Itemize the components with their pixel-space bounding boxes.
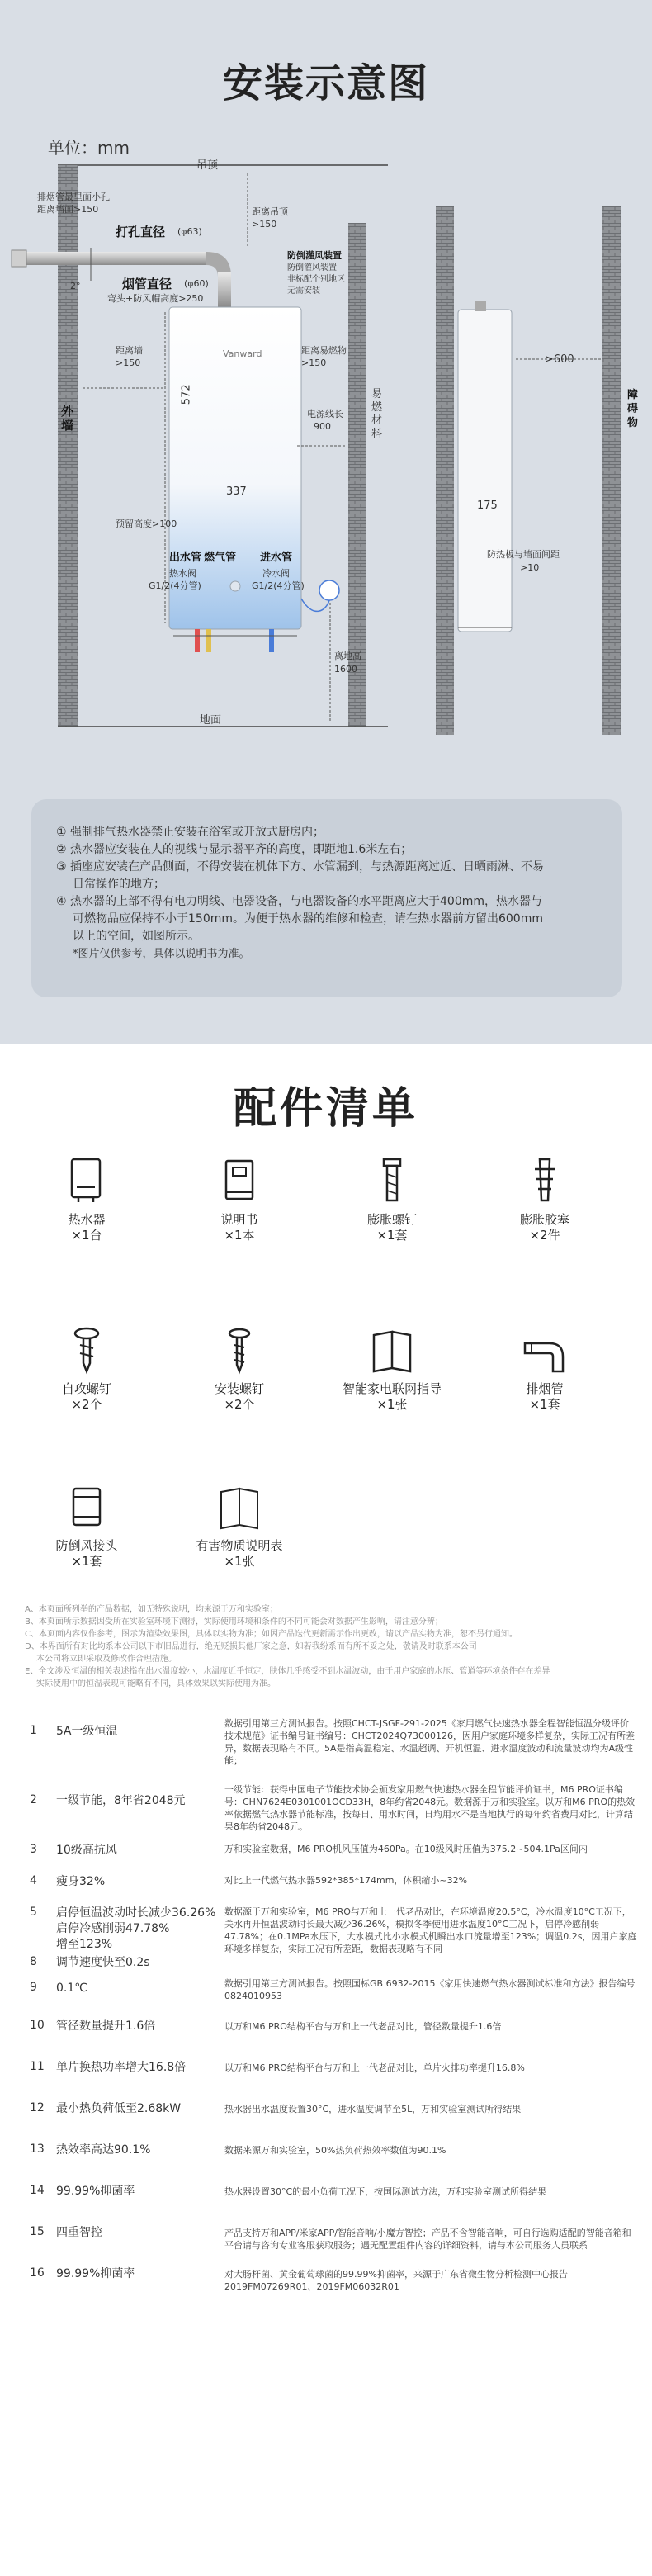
spec-no: 16: [30, 2266, 45, 2280]
ceiling-dist-1: 距离吊顶: [252, 206, 288, 217]
accessory-leaflet: [177, 1482, 301, 1570]
flue-diameter-value: (φ60): [184, 278, 209, 289]
install-screw-icon: [215, 1325, 264, 1375]
side-dist-1: 距离墙: [116, 345, 143, 356]
outlet-pipe-stub: [195, 629, 200, 652]
accessory-name: 防倒风接头: [55, 1538, 118, 1553]
accessory-qty: ×1套: [376, 1228, 408, 1243]
exhaust-pipe-vertical: [218, 272, 231, 307]
spec-no: 3: [30, 1843, 37, 1856]
power-socket-icon: [319, 580, 339, 600]
accessory-wall-plug: [483, 1156, 607, 1243]
spec-title: 99.99%抑菌率: [56, 2185, 135, 2198]
accessory-name: 膨胀螺钉: [366, 1212, 417, 1227]
windproof-title: 防倒灌风装置: [287, 250, 342, 261]
heater-icon: [62, 1156, 111, 1205]
accessory-qty: ×1套: [71, 1554, 102, 1569]
note-3: ③ 插座应安装在产品侧面，不得安装在机体下方、水管漏到，与热源距离过近、日晒雨淋、不易: [56, 860, 544, 874]
spec-desc: 数据引用第三方测试报告。按照CHCT-JSGF-291-2025《家用燃气快速热水器全程智能恒温分级评价技术规范》证书编号证书编号：CHCT2024Q73000126，因用户家庭环境多样复杂，实际工况有所差异，数据表现略有不同。5A是指高温稳定、水温超调、开机恒温、进水温度波动和流量波动均为A级性能；: [224, 1718, 635, 1766]
anti-backdraft-icon: [62, 1482, 111, 1532]
width-dimension: 337: [226, 485, 247, 498]
accessory-guide-book: [330, 1325, 454, 1413]
spec-title: 一级节能，8年省2048元: [56, 1794, 186, 1807]
spec-desc: 热水器设置30°C的最小负荷工况下，按国际测试方法，万和实验室测试所得结果: [224, 2186, 547, 2197]
spec-no: 15: [30, 2225, 45, 2238]
note-4-cont-1: 可燃物品应保持不小于150mm。为便于热水器的维修和检查，请在热水器前方留出600mm: [73, 912, 543, 926]
floor-dist-1: 离地高: [334, 651, 361, 661]
accessory-name: 智能家电联网指导: [342, 1381, 442, 1396]
note-4: ④ 热水器的上部不得有电力明线、电器设备，与电器设备的水平距离应大于400mm，热水器与: [56, 895, 542, 908]
spec-desc: 数据来源万和实验室，50%热负荷热效率数值为90.1%: [224, 2145, 446, 2156]
spec-desc: 对大肠杆菌、黄金葡萄球菌的99.99%抑菌率，来源于广东省微生物分析检测中心报告2019FM07269R01、2019FM06032R01: [224, 2269, 568, 2292]
accessories-title: 配件清单: [233, 1084, 418, 1134]
manual-icon: [215, 1156, 264, 1205]
accessory-qty: ×1张: [376, 1397, 408, 1412]
spec-no: 8: [30, 1955, 37, 1968]
accessory-heater: [25, 1156, 149, 1243]
exhaust-pipe-icon: [520, 1325, 569, 1375]
spec-desc: 万和实验室数据，M6 PRO机风压值为460Pa。在10级风时压值为375.2~504.1Pa区间内: [224, 1844, 588, 1854]
front-dist-label: >600: [545, 353, 574, 366]
spec-no: 13: [30, 2143, 45, 2156]
accessory-self-tapping-screw: [25, 1325, 149, 1413]
image-disclaimer: *图片仅供参考，具体以说明书为准。: [73, 948, 250, 960]
installation-diagram-section: [0, 0, 652, 1044]
disclaimer-b: B、本页面所示数据因受所在实验室环境下测得，实际使用环境和条件的不同可能会对数据产生影响，请注意分辨；: [25, 1617, 443, 1627]
accessory-qty: ×1本: [224, 1228, 255, 1243]
inlet-size-label: G1/2(4分管): [252, 580, 305, 591]
exhaust-note-2: 距离墙面>150: [37, 204, 99, 215]
accessory-qty: ×1套: [529, 1397, 560, 1412]
disclaimer-a: A、本页面所列举的产品数据，如无特殊说明，均来源于万和实验室；: [25, 1605, 278, 1614]
obstacle-label: 障碍物: [627, 389, 639, 429]
self-tapping-screw-icon: [62, 1325, 111, 1375]
drill-diameter-value: (φ63): [177, 226, 202, 237]
accessory-name: 自攻螺钉: [61, 1381, 111, 1396]
spec-title: 最小热负荷低至2.68kW: [56, 2102, 182, 2115]
expansion-bolt-icon: [367, 1156, 417, 1205]
spec-title: 瘦身32%: [56, 1875, 106, 1888]
brand-logo: Vanward: [223, 348, 262, 359]
spec-no: 5: [30, 1906, 37, 1919]
inlet-valve-label: 冷水阀: [262, 568, 290, 579]
outlet-pipe-label: 出水管: [169, 552, 202, 564]
ceiling-dist-2: >150: [252, 219, 277, 230]
accessory-name: 膨胀胶塞: [519, 1212, 569, 1227]
accessory-anti-backdraft: [25, 1482, 149, 1570]
spec-title: 0.1℃: [56, 1982, 87, 1995]
flammable-material-label: 易燃材料: [371, 388, 383, 440]
leaflet-icon: [215, 1482, 264, 1532]
installation-diagram: [0, 140, 652, 768]
spec-desc: 数据引用第三方测试报告。按照国标GB 6932-2015《家用快速燃气热水器测试标准和方法》报告编号0824010953: [224, 1978, 635, 2001]
obstacle-wall: [602, 206, 621, 735]
ceiling-label: 吊顶: [196, 159, 219, 172]
installation-notes: [31, 799, 622, 997]
side-flue-stub: [475, 301, 486, 311]
gas-pipe-label: 燃气管: [204, 552, 237, 564]
note-4-cont-2: 以上的空间，如图所示。: [73, 930, 200, 943]
spec-title: 单片换热功率增大16.8倍: [56, 2061, 187, 2074]
disclaimer-d-cont: 本公司将立即采取及修改作合理措施。: [36, 1655, 177, 1664]
accessory-name: 有害物质说明表: [196, 1538, 283, 1553]
accessory-install-screw: [177, 1325, 301, 1413]
windproof-3: 非标配个别地区: [287, 275, 345, 284]
spec-no: 10: [30, 2019, 45, 2032]
note-1: ① 强制排气热水器禁止安装在浴室或开放式厨房内；: [56, 826, 324, 839]
outlet-valve-label: 热水阀: [169, 568, 196, 579]
accessory-name: 热水器: [68, 1212, 106, 1227]
accessory-expansion-bolt: [330, 1156, 454, 1243]
accessory-name: 说明书: [220, 1212, 258, 1227]
exhaust-pipe: [18, 252, 213, 265]
disclaimer-e: E、全文涉及恒温的相关表述指在出水温度较小，水温度近乎恒定，肤体几乎感受不到水温波动，由于用户家庭的水压、管道等环境条件存在差异: [25, 1667, 550, 1676]
note-3-cont: 日常操作的地方；: [73, 878, 165, 891]
accessory-qty: ×2件: [529, 1228, 560, 1243]
windproof-4: 无需安装: [287, 286, 320, 296]
accessory-exhaust-pipe: [483, 1325, 607, 1413]
outer-wall-label: 外墙: [61, 404, 74, 433]
heater-side-view: [458, 310, 512, 632]
gas-pipe-stub: [206, 629, 211, 652]
unit-label: 单位：mm: [48, 138, 130, 158]
slope-label: 2°: [70, 281, 81, 291]
spec-no: 1: [30, 1724, 37, 1737]
spec-no: 4: [30, 1874, 37, 1887]
spec-title: 调节速度快至0.2s: [56, 1956, 150, 1969]
cable-label-1: 电源线长: [307, 409, 343, 419]
drill-diameter-label: 打孔直径: [116, 225, 166, 239]
reserved-height-label: 预留高度>100: [116, 519, 177, 529]
accessory-manual: [177, 1156, 301, 1243]
inlet-pipe-label: 进水管: [260, 552, 293, 564]
depth-dimension: 175: [477, 500, 498, 512]
power-cable: [301, 599, 329, 611]
spec-no: 14: [30, 2184, 45, 2197]
outer-wall: [58, 165, 78, 727]
inlet-pipe-stub: [269, 629, 274, 652]
exhaust-cap: [12, 250, 26, 267]
board-dist-1: 防热板与墙面间距: [487, 549, 560, 560]
guide-book-icon: [367, 1325, 417, 1375]
floor-dist-2: 1600: [334, 664, 357, 675]
spec-desc: 一级节能：获得中国电子节能技术协会颁发家用燃气快速热水器全程节能评价证书，M6 PRO证书编号：CHN7624E0301001OCD33H，8年约省2048元。数据源于万和实验室。以万和M6 PRO的热效率依据燃气热水器节能标准，按每日、用水时间，日均用水不是当地执行的每年约省费用对比，计算结果8年约省2048元。: [224, 1784, 635, 1832]
installation-title: 安装示意图: [222, 60, 429, 107]
spec-title: 四重智控: [56, 2226, 102, 2239]
accessory-qty: ×2个: [71, 1397, 102, 1412]
accessory-name: 排烟管: [526, 1381, 564, 1396]
spec-title: 5A一级恒温: [56, 1725, 118, 1738]
windproof-2: 防倒灌风装置: [287, 263, 337, 272]
heater-display-icon: [230, 581, 240, 591]
flammable-dist-2: >150: [301, 358, 327, 368]
elbow-note: 弯头+防风帽高度>250: [107, 293, 204, 304]
disclaimer-d: D、本界面所有对比均系本公司以下市旧品进行，绝无贬损其他厂家之意，如若我纷系而有所不妥之处，敬请及时联系本公司: [25, 1642, 477, 1651]
cable-label-2: 900: [314, 421, 331, 432]
ground-label: 地面: [200, 714, 222, 727]
spec-desc: 以万和M6 PRO结构平台与万和上一代老品对比，管径数量提升1.6倍: [224, 2021, 502, 2032]
flue-diameter-label: 烟管直径: [122, 277, 172, 291]
side-dist-2: >150: [116, 358, 141, 368]
flammable-dist-1: 距离易燃物: [301, 345, 347, 356]
disclaimer-e-cont: 实际使用中的恒温表现可能略有不同，具体效果以实际使用为准。: [36, 1679, 276, 1688]
spec-desc: 对比上一代燃气热水器592*385*174mm，体积缩小~32%: [224, 1875, 468, 1886]
height-dimension: 572: [180, 384, 193, 405]
spec-no: 9: [30, 1981, 37, 1994]
spec-no: 2: [30, 1793, 37, 1807]
spec-title: 10级高抗风: [56, 1844, 117, 1857]
spec-no: 12: [30, 2101, 45, 2114]
spec-title: 99.99%抑菌率: [56, 2267, 135, 2280]
spec-desc: 数据源于万和实验室，M6 PRO与万和上一代老品对比，在环境温度20.5°C，冷水温度10°C工况下，关水再开恒温波动时长最大减少36.26%，模拟冬季使用进水温度10°C工况下，启停冷感削弱47.78%；在0.1MPa水压下，大水模式比小水模式机瞬出水口流量增至123%；调温0.2s，因用户家庭环境多样复杂，实际工况有所差距，数据表现略有不同: [224, 1906, 637, 1954]
spec-desc: 产品支持万和APP/米家APP/智能音响/小魔方智控；产品不含智能音响，可自行选购适配的智能音箱和平台请与咨询专业客服获取服务；遇无配置组件内容的详细资料，请与本公司服务人员联系: [224, 2228, 631, 2251]
spec-desc: 热水器出水温度设置30°C，进水温度调节至5L，万和实验室测试所得结果: [224, 2104, 522, 2114]
accessory-qty: ×1张: [224, 1554, 255, 1569]
spec-no: 11: [30, 2060, 45, 2073]
wall-plug-icon: [520, 1156, 569, 1205]
spec-title: 启停恒温波动时长减少36.26% 启停冷感削弱47.78% 增至123%: [56, 1906, 216, 1951]
spec-title: 热效率高达90.1%: [56, 2143, 151, 2157]
board-dist-2: >10: [520, 562, 540, 573]
note-2: ② 热水器应安装在人的视线与显示器平齐的高度，即距地1.6米左右；: [56, 843, 413, 856]
back-wall-side: [436, 206, 454, 735]
disclaimer-c: C、本页面内容仅作参考，图示为渲染效果图，具体以实物为准；如因产品迭代更新需示作出更改，请以产品实物为准，恕不另行通知。: [25, 1630, 517, 1639]
exhaust-note-1: 排烟管最里面小孔: [37, 192, 110, 202]
spec-desc: 以万和M6 PRO结构平台与万和上一代老品对比，单片火排功率提升16.8%: [224, 2062, 525, 2073]
spec-title: 管径数量提升1.6倍: [56, 2020, 156, 2033]
accessory-qty: ×1台: [71, 1228, 102, 1243]
accessory-qty: ×2个: [224, 1397, 255, 1412]
outlet-size-label: G1/2(4分管): [149, 580, 201, 591]
accessory-name: 安装螺钉: [214, 1381, 264, 1396]
